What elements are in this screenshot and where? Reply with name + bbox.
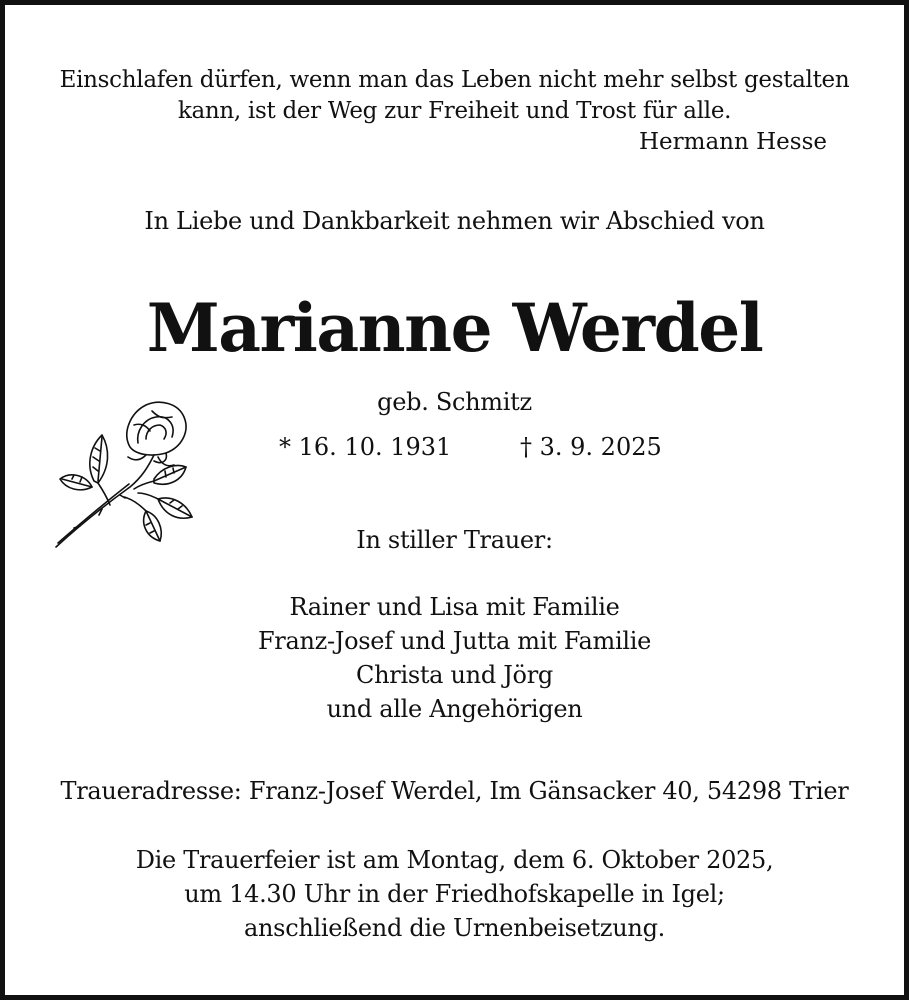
mourner-2: Franz-Josef und Jutta mit Familie [257,627,652,655]
mourner-4: und alle Angehörigen [326,695,583,723]
ceremony-line-1: Die Trauerfeier ist am Montag, dem 6. Oktober 2025, [135,846,774,874]
ceremony-line-3: anschließend die Urnenbeisetzung. [244,914,665,942]
quote-author: Hermann Hesse [638,129,827,155]
death-date: † 3. 9. 2025 [520,433,662,461]
mourning-address: Traueradresse: Franz-Josef Werdel, Im Gänsacker 40, 54298 Trier [60,777,849,805]
mourning-heading: In stiller Trauer: [356,526,553,554]
quote-line-2: kann, ist der Weg zur Freiheit und Trost für alle. [177,98,732,124]
ceremony-line-2: um 14.30 Uhr in der Friedhofskapelle in Igel; [184,880,725,908]
maiden-name: geb. Schmitz [377,388,532,416]
quote-line-1: Einschlafen dürfen, wenn man das Leben nicht mehr selbst gestalten [59,67,850,93]
mourner-3: Christa und Jörg [356,661,553,689]
intro-text: In Liebe und Dankbarkeit nehmen wir Abschied von [144,207,765,235]
birth-date: * 16. 10. 1931 [279,433,452,461]
deceased-name: Marianne Werdel [146,289,763,367]
mourner-1: Rainer und Lisa mit Familie [289,593,620,621]
